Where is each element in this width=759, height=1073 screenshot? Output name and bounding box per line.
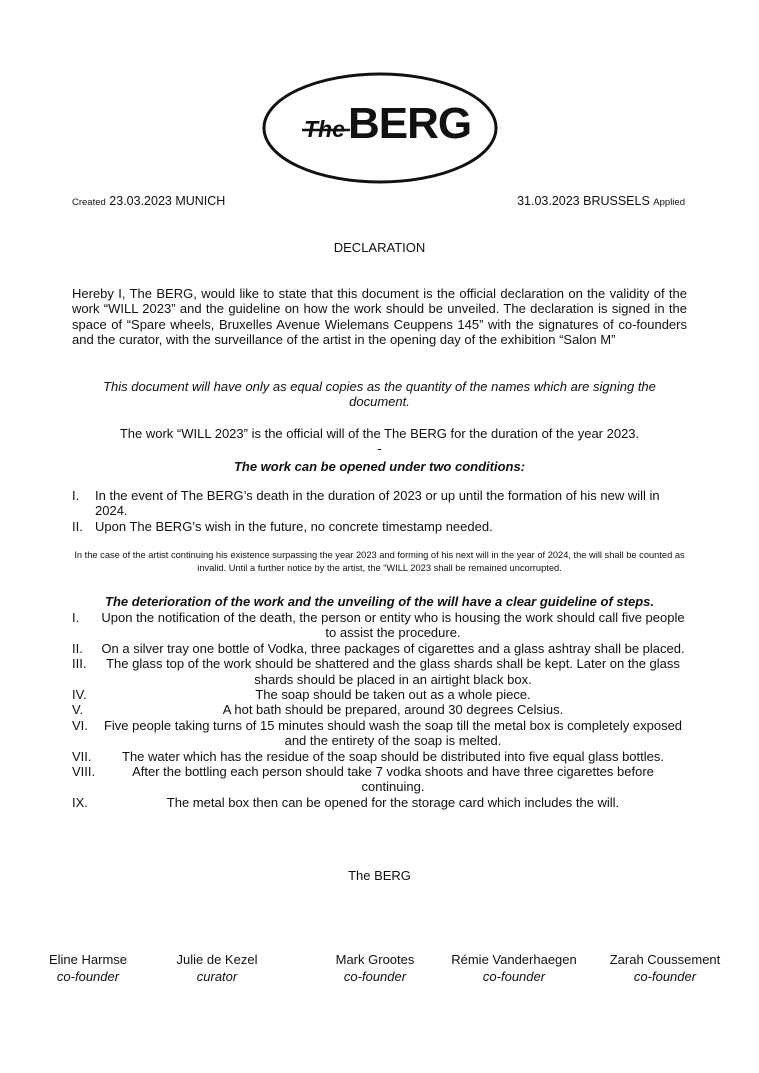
condition-item xyxy=(72,488,687,519)
step-text: Five people taking turns of 15 minutes should wash the soap till the metal box is completely exposed and the entirety of the soap is melted. xyxy=(103,717,683,749)
applied-value: 31.03.2023 BRUSSELS xyxy=(517,194,650,208)
step-text: On a silver tray one bottle of Vodka, three packages of cigarettes and a glass ashtray shall be placed. xyxy=(101,640,685,656)
step-number: IV. xyxy=(72,687,87,703)
signatory-name: Julie de Kezel xyxy=(176,952,258,967)
will-statement: The work “WILL 2023” is the official will of the The BERG for the duration of the year 2023. xyxy=(119,426,640,441)
invalid-note: In the case of the artist continuing his existence surpassing the year 2023 and forming of his next will in the year of 2024, the will shall be counted as invalid. Until a further notice by the artist, the “WILL 2023 shall be remained uncorrupted. xyxy=(74,550,685,573)
steps-list xyxy=(72,610,687,810)
signatory-block xyxy=(328,951,422,985)
step-item xyxy=(72,656,687,687)
created-line xyxy=(72,194,225,208)
step-text: The metal box then can be opened for the storage card which includes the will. xyxy=(166,794,620,810)
signatory-block xyxy=(170,951,264,985)
conditions-list xyxy=(72,488,687,534)
signatory-block xyxy=(603,951,727,985)
step-number: I. xyxy=(72,610,80,625)
signatory-block xyxy=(42,951,134,985)
signatory-role: co-founder xyxy=(343,969,407,984)
step-text: The glass top of the work should be shattered and the glass shards shall be kept. Later on the glass shards should be placed in an airtight black box. xyxy=(106,656,680,687)
signatory-name: Eline Harmse xyxy=(48,952,128,967)
step-number: VII. xyxy=(72,748,92,764)
step-item xyxy=(72,687,687,702)
step-number: VIII. xyxy=(72,764,96,780)
step-item xyxy=(72,749,687,764)
logo-oval xyxy=(262,72,498,184)
step-text: Upon the notification of the death, the person or entity who is housing the work should call five people to assist the procedure. xyxy=(101,610,685,641)
condition-item xyxy=(72,519,687,534)
step-number: II. xyxy=(72,640,83,656)
created-prefix: Created xyxy=(72,197,106,208)
step-text: A hot bath should be prepared, around 30 degrees Celsius. xyxy=(222,702,564,718)
steps-heading: The deterioration of the work and the unveiling of the will have a clear guideline of steps. xyxy=(105,594,654,609)
signatory-name: Zarah Coussement xyxy=(609,952,721,967)
conditions-heading: The work can be opened under two conditions: xyxy=(233,459,526,474)
signatory-role: co-founder xyxy=(56,969,120,984)
document-title: DECLARATION xyxy=(333,240,426,255)
condition-text: Upon The BERG’s wish in the future, no concrete timestamp needed. xyxy=(95,518,493,534)
signatory-block xyxy=(445,951,583,985)
the-berg-logo xyxy=(262,72,498,184)
signatory-name: Rémie Vanderhaegen xyxy=(451,952,577,967)
step-item xyxy=(72,702,687,717)
step-item xyxy=(72,764,687,795)
step-item xyxy=(72,610,687,641)
condition-text: In the event of The BERG’s death in the duration of 2023 or up until the formation of his new will in 2024. xyxy=(95,488,660,519)
step-number: VI. xyxy=(72,717,88,733)
signatory-name: Mark Grootes xyxy=(335,952,415,967)
signatory-role: curator xyxy=(196,969,238,984)
step-number: V. xyxy=(72,702,84,718)
copies-note: This document will have only as equal copies as the quantity of the names which are signing the document. xyxy=(103,379,656,410)
signatory-role: co-founder xyxy=(633,969,697,984)
intro-paragraph: Hereby I, The BERG, would like to state that this document is the official declaration on the validity of the work “WILL 2023” and the guideline on how the work should be unveiled. The declaration is signed in the space of “Spare wheels, Bruxelles Avenue Wielemans Ceuppens 145” with the signatures of co-founders and the curator, with the surveillance of the artist in the opening day of the exhibition “Salon M” xyxy=(72,286,687,348)
step-item xyxy=(72,641,687,656)
step-item xyxy=(72,795,687,810)
dash-separator: - xyxy=(377,441,382,456)
step-item xyxy=(72,718,687,749)
signature-title: The BERG xyxy=(348,868,411,883)
logo-text-berg: BERG xyxy=(348,99,472,148)
logo-text-the: The xyxy=(304,116,345,142)
condition-number: II. xyxy=(72,518,83,534)
created-value: 23.03.2023 MUNICH xyxy=(109,194,226,208)
applied-suffix: Applied xyxy=(653,197,685,208)
applied-line xyxy=(517,194,685,208)
step-number: III. xyxy=(72,656,87,672)
signatory-role: co-founder xyxy=(482,969,546,984)
step-number: IX. xyxy=(72,794,88,810)
condition-number: I. xyxy=(72,488,80,503)
step-text: The water which has the residue of the soap should be distributed into five equal glass bottles. xyxy=(122,748,664,764)
step-text: After the bottling each person should take 7 vodka shoots and have three cigarettes before continuing. xyxy=(132,764,654,795)
step-text: The soap should be taken out as a whole piece. xyxy=(255,687,531,703)
